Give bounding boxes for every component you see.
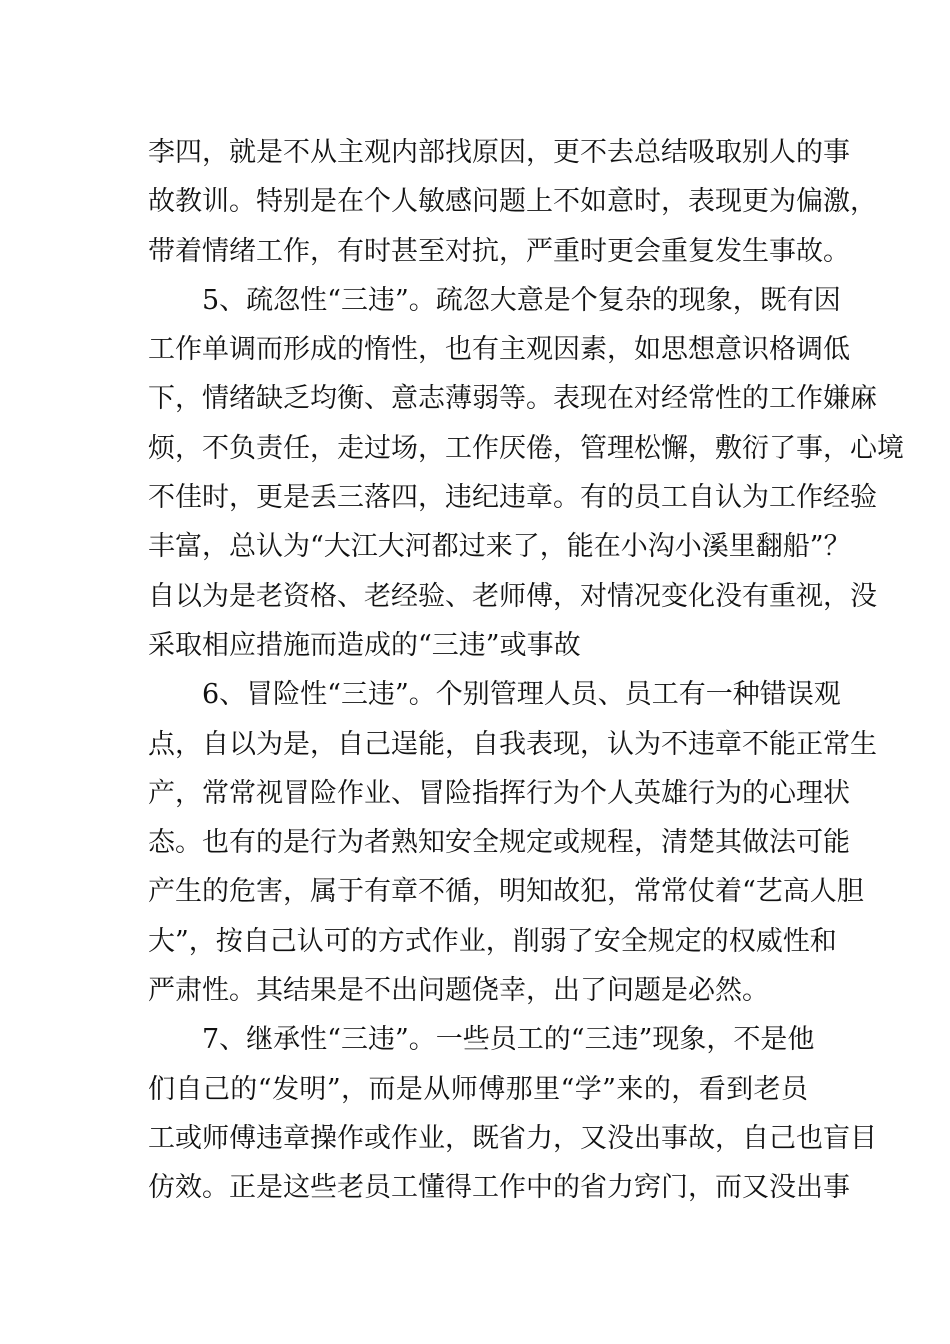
text-line: 态。也有的是行为者熟知安全规定或规程，清楚其做法可能 bbox=[148, 827, 850, 859]
text-line: 大”，按自己认可的方式作业，削弱了安全规定的权威性和 bbox=[148, 925, 837, 957]
text-line: 自以为是老资格、老经验、老师傅，对情况变化没有重视，没 bbox=[148, 580, 877, 612]
text-line: 烦，不负责任，走过场，工作厌倦，管理松懈，敷衍了事，心境 bbox=[148, 432, 904, 464]
text-line: 7、继承性“三违”。一些员工的“三违”现象，不是他 bbox=[202, 1024, 815, 1056]
text-line: 点，自以为是，自己逞能，自我表现，认为不违章不能正常生 bbox=[148, 728, 877, 760]
text-line: 工或师傅违章操作或作业，既省力，又没出事故，自己也盲目 bbox=[148, 1122, 877, 1154]
text-line: 丰富，总认为“大江大河都过来了，能在小沟小溪里翻船”？ bbox=[148, 531, 851, 563]
text-line: 5、疏忽性“三违”。疏忽大意是个复杂的现象，既有因 bbox=[202, 284, 841, 316]
text-line: 带着情绪工作，有时甚至对抗，严重时更会重复发生事故。 bbox=[148, 235, 850, 267]
text-line: 严肃性。其结果是不出问题侥幸，出了问题是必然。 bbox=[148, 975, 769, 1007]
text-line: 工作单调而形成的惰性，也有主观因素，如思想意识格调低 bbox=[148, 334, 850, 366]
text-line: 李四，就是不从主观内部找原因，更不去总结吸取别人的事 bbox=[148, 137, 850, 168]
text-line: 仿效。正是这些老员工懂得工作中的省力窍门，而又没出事 bbox=[148, 1172, 850, 1204]
text-line: 们自己的“发明”，而是从师傅那里“学”来的，看到老员 bbox=[148, 1073, 808, 1105]
text-line: 不佳时，更是丢三落四，违纪违章。有的员工自认为工作经验 bbox=[148, 482, 877, 514]
text-line: 故教训。特别是在个人敏感问题上不如意时，表现更为偏激， bbox=[148, 186, 877, 218]
text-line: 产，常常视冒险作业、冒险指挥行为个人英雄行为的心理状 bbox=[148, 777, 850, 809]
text-line: 采取相应措施而造成的“三违”或事故 bbox=[148, 629, 581, 661]
body-text bbox=[148, 128, 904, 1213]
text-line: 下，情绪缺乏均衡、意志薄弱等。表现在对经常性的工作嫌麻 bbox=[148, 383, 877, 415]
text-line: 产生的危害，属于有章不循，明知故犯，常常仗着“艺高人胆 bbox=[148, 876, 864, 908]
text-line: 6、冒险性“三违”。个别管理人员、员工有一种错误观 bbox=[202, 679, 841, 711]
